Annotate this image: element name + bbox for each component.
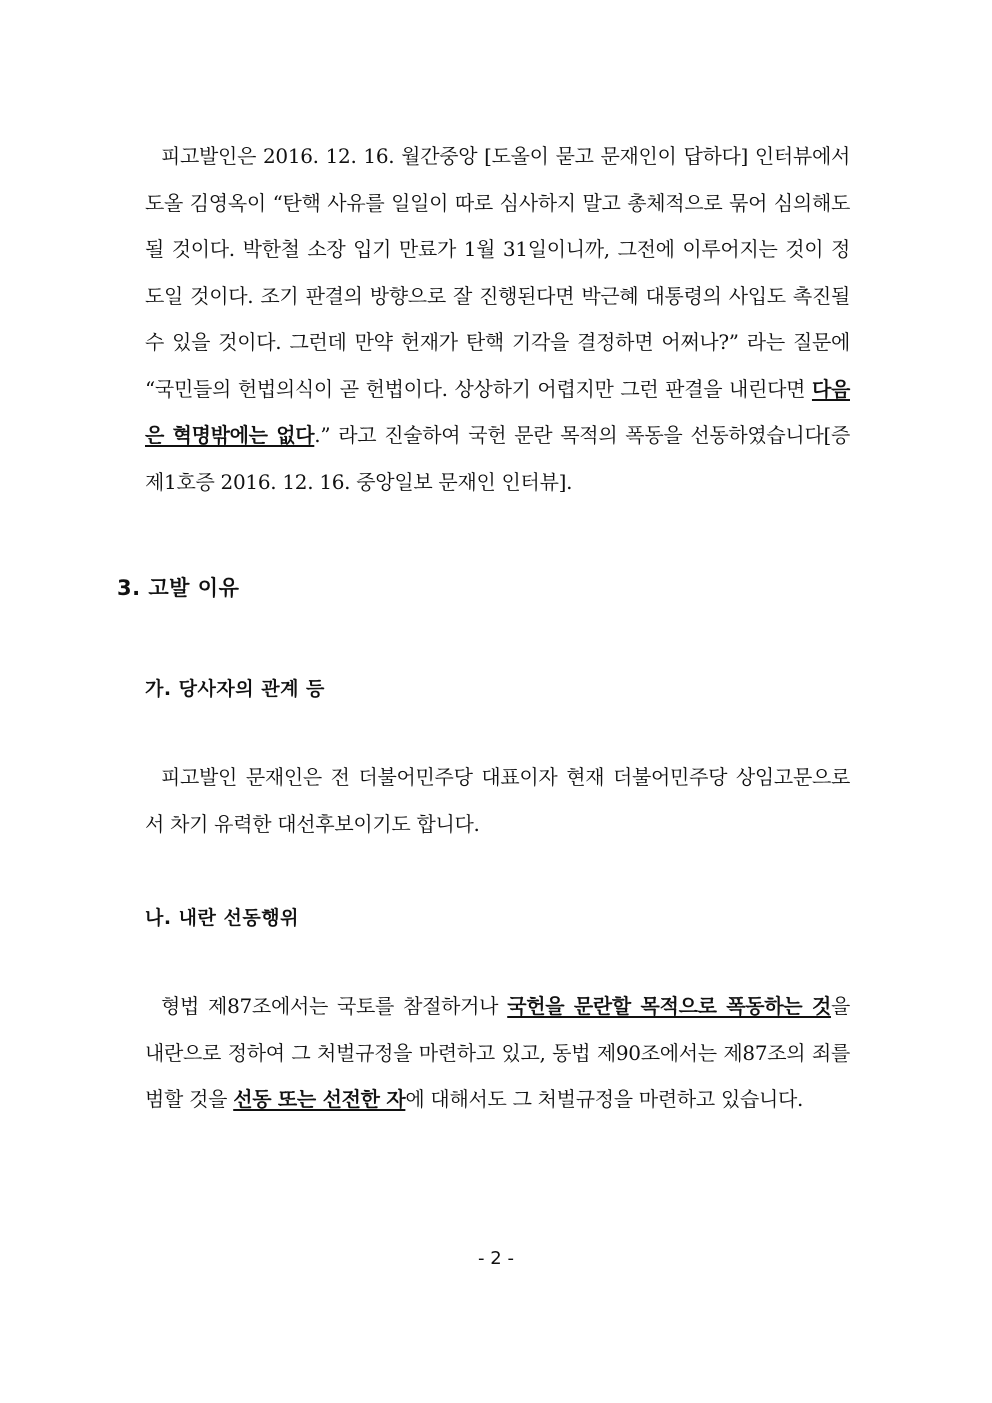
paragraph-text: .” 라고 진술하여 국헌 문란 목적의 폭동을 선동하였습니다[증 제1호증 2016. 12. 16. 중앙일보 문재인 인터뷰].	[145, 423, 850, 494]
section-heading: 3. 고발 이유	[117, 576, 240, 600]
paragraph-text: 에 대해서도 그 처벌규정을 마련하고 있습니다.	[405, 1087, 804, 1111]
subsection-heading-na: 나. 내란 선동행위	[145, 907, 299, 929]
paragraph-insurrection	[145, 983, 850, 1123]
emphasis-text: 국헌을 문란할 목적으로 폭동하는 것	[507, 994, 831, 1018]
page-number: - 2 -	[478, 1248, 514, 1269]
paragraph-interview	[145, 133, 850, 505]
paragraph-text: 형법 제87조에서는 국토를 참절하거나	[161, 994, 508, 1018]
emphasis-text: 선동 또는 선전한 자	[233, 1087, 406, 1111]
paragraph-text: 을 내란으로 정하여 그 처벌규정을 마련하고 있고, 동법 제90조에서는 제87조의 죄를 범할 것을	[145, 994, 850, 1111]
paragraph-relationship: 피고발인 문재인은 전 더불어민주당 대표이자 현재 더불어민주당 상임고문으로서 차기 유력한 대선후보이기도 합니다.	[145, 765, 850, 836]
paragraph-text: 피고발인은 2016. 12. 16. 월간중앙 [도올이 묻고 문재인이 답하다] 인터뷰에서 도올 김영옥이 “탄핵 사유를 일일이 따로 심사하지 말고 총체적으로 묶어 심의해도 될 것이다. 박한철 소장 입기 만료가 1월 31일이니까, 그전에 이루어지는 것이 정도일 것이다. 조기 판결의 방향으로 잘 진행된다면 박근혜 대통령의 사입도 촉진될 수 있을 것이다. 그런데 만약 헌재가 탄핵 기각을 결정하면 어쩌나?” 라는 질문에 “국민들의 헌법의식이 곧 헌법이다. 상상하기 어렵지만 그런 판결을 내린다면	[145, 144, 850, 401]
subsection-heading-ga: 가. 당사자의 관계 등	[145, 678, 325, 700]
emphasis-text: 다음은 혁명밖에는 없다	[145, 376, 850, 447]
